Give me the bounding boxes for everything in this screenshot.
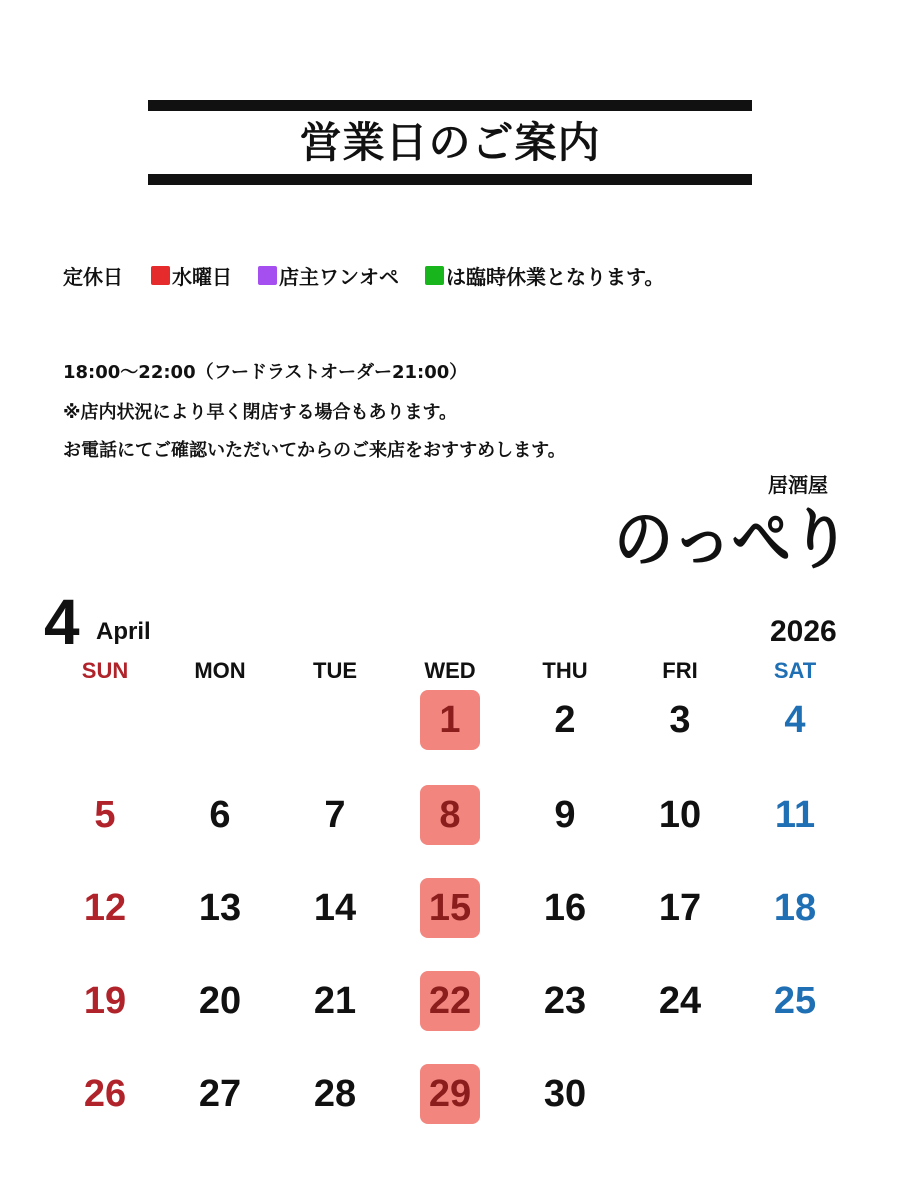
weekday-header-tue: TUE	[313, 658, 357, 683]
title-rule-bottom	[148, 174, 752, 185]
green-swatch-icon	[425, 266, 444, 285]
calendar-day-closed: 22	[395, 971, 505, 1031]
calendar-day: 17	[658, 887, 702, 929]
legend-item-wednesday: 水曜日	[172, 264, 232, 289]
calendar-day: 16	[543, 887, 587, 929]
legend-item-solo-operation: 店主ワンオペ	[279, 264, 399, 289]
calendar-day: 21	[313, 980, 357, 1022]
weekday-header-sat: SAT	[773, 658, 817, 683]
legend-item-temporary-closure: は臨時休業となります。	[446, 264, 665, 289]
call-ahead-note: お電話にてご確認いただいてからのご来店をおすすめします。	[63, 440, 566, 461]
calendar-day: 19	[83, 980, 127, 1022]
calendar-day: 5	[94, 794, 116, 836]
calendar-day: 26	[83, 1073, 127, 1115]
early-closing-note: ※店内状況により早く閉店する場合もあります。	[63, 402, 458, 423]
calendar-day: 27	[198, 1073, 242, 1115]
calendar-day-closed: 1	[395, 690, 505, 750]
page-title: 営業日のご案内	[299, 118, 601, 167]
calendar-day: 28	[313, 1073, 357, 1115]
calendar-day: 10	[658, 794, 702, 836]
weekday-header-mon: MON	[194, 658, 246, 683]
calendar-day: 14	[313, 887, 357, 929]
calendar-day: 6	[209, 794, 231, 836]
legend-prefix: 定休日	[63, 264, 123, 289]
calendar-day: 9	[554, 794, 576, 836]
calendar-day: 13	[198, 887, 242, 929]
calendar-day: 7	[324, 794, 346, 836]
weekday-header-thu: THU	[542, 658, 588, 683]
title-rule-top	[148, 100, 752, 111]
calendar-day: 11	[774, 794, 816, 836]
calendar-day-closed: 29	[395, 1064, 505, 1124]
calendar-day: 2	[554, 699, 576, 741]
calendar-day: 12	[83, 887, 127, 929]
title-band	[148, 100, 752, 186]
closed-days-legend	[63, 258, 664, 292]
calendar-day: 18	[773, 887, 817, 929]
weekday-header-wed: WED	[424, 658, 476, 683]
month-number: 4	[44, 586, 80, 658]
calendar-day: 24	[658, 980, 702, 1022]
calendar-day: 25	[773, 980, 817, 1022]
weekday-header-sun: SUN	[81, 658, 129, 683]
business-hours: 18:00〜22:00（フードラストオーダー21:00）	[63, 362, 468, 383]
calendar-day: 20	[198, 980, 242, 1022]
logo-main-text: のっぺり	[614, 501, 850, 578]
calendar-day: 30	[543, 1073, 587, 1115]
red-swatch-icon	[151, 266, 170, 285]
calendar-day: 23	[543, 980, 587, 1022]
calendar-day-closed: 8	[395, 785, 505, 845]
calendar-day-closed: 15	[395, 878, 505, 938]
weekday-header-fri: FRI	[662, 658, 698, 683]
logo-sub-text: 居酒屋	[768, 473, 828, 497]
calendar-day: 3	[669, 699, 691, 741]
calendar-day: 4	[784, 699, 806, 741]
month-name: April	[96, 618, 151, 645]
purple-swatch-icon	[258, 266, 277, 285]
shop-logo	[612, 470, 852, 578]
year: 2026	[770, 615, 837, 648]
